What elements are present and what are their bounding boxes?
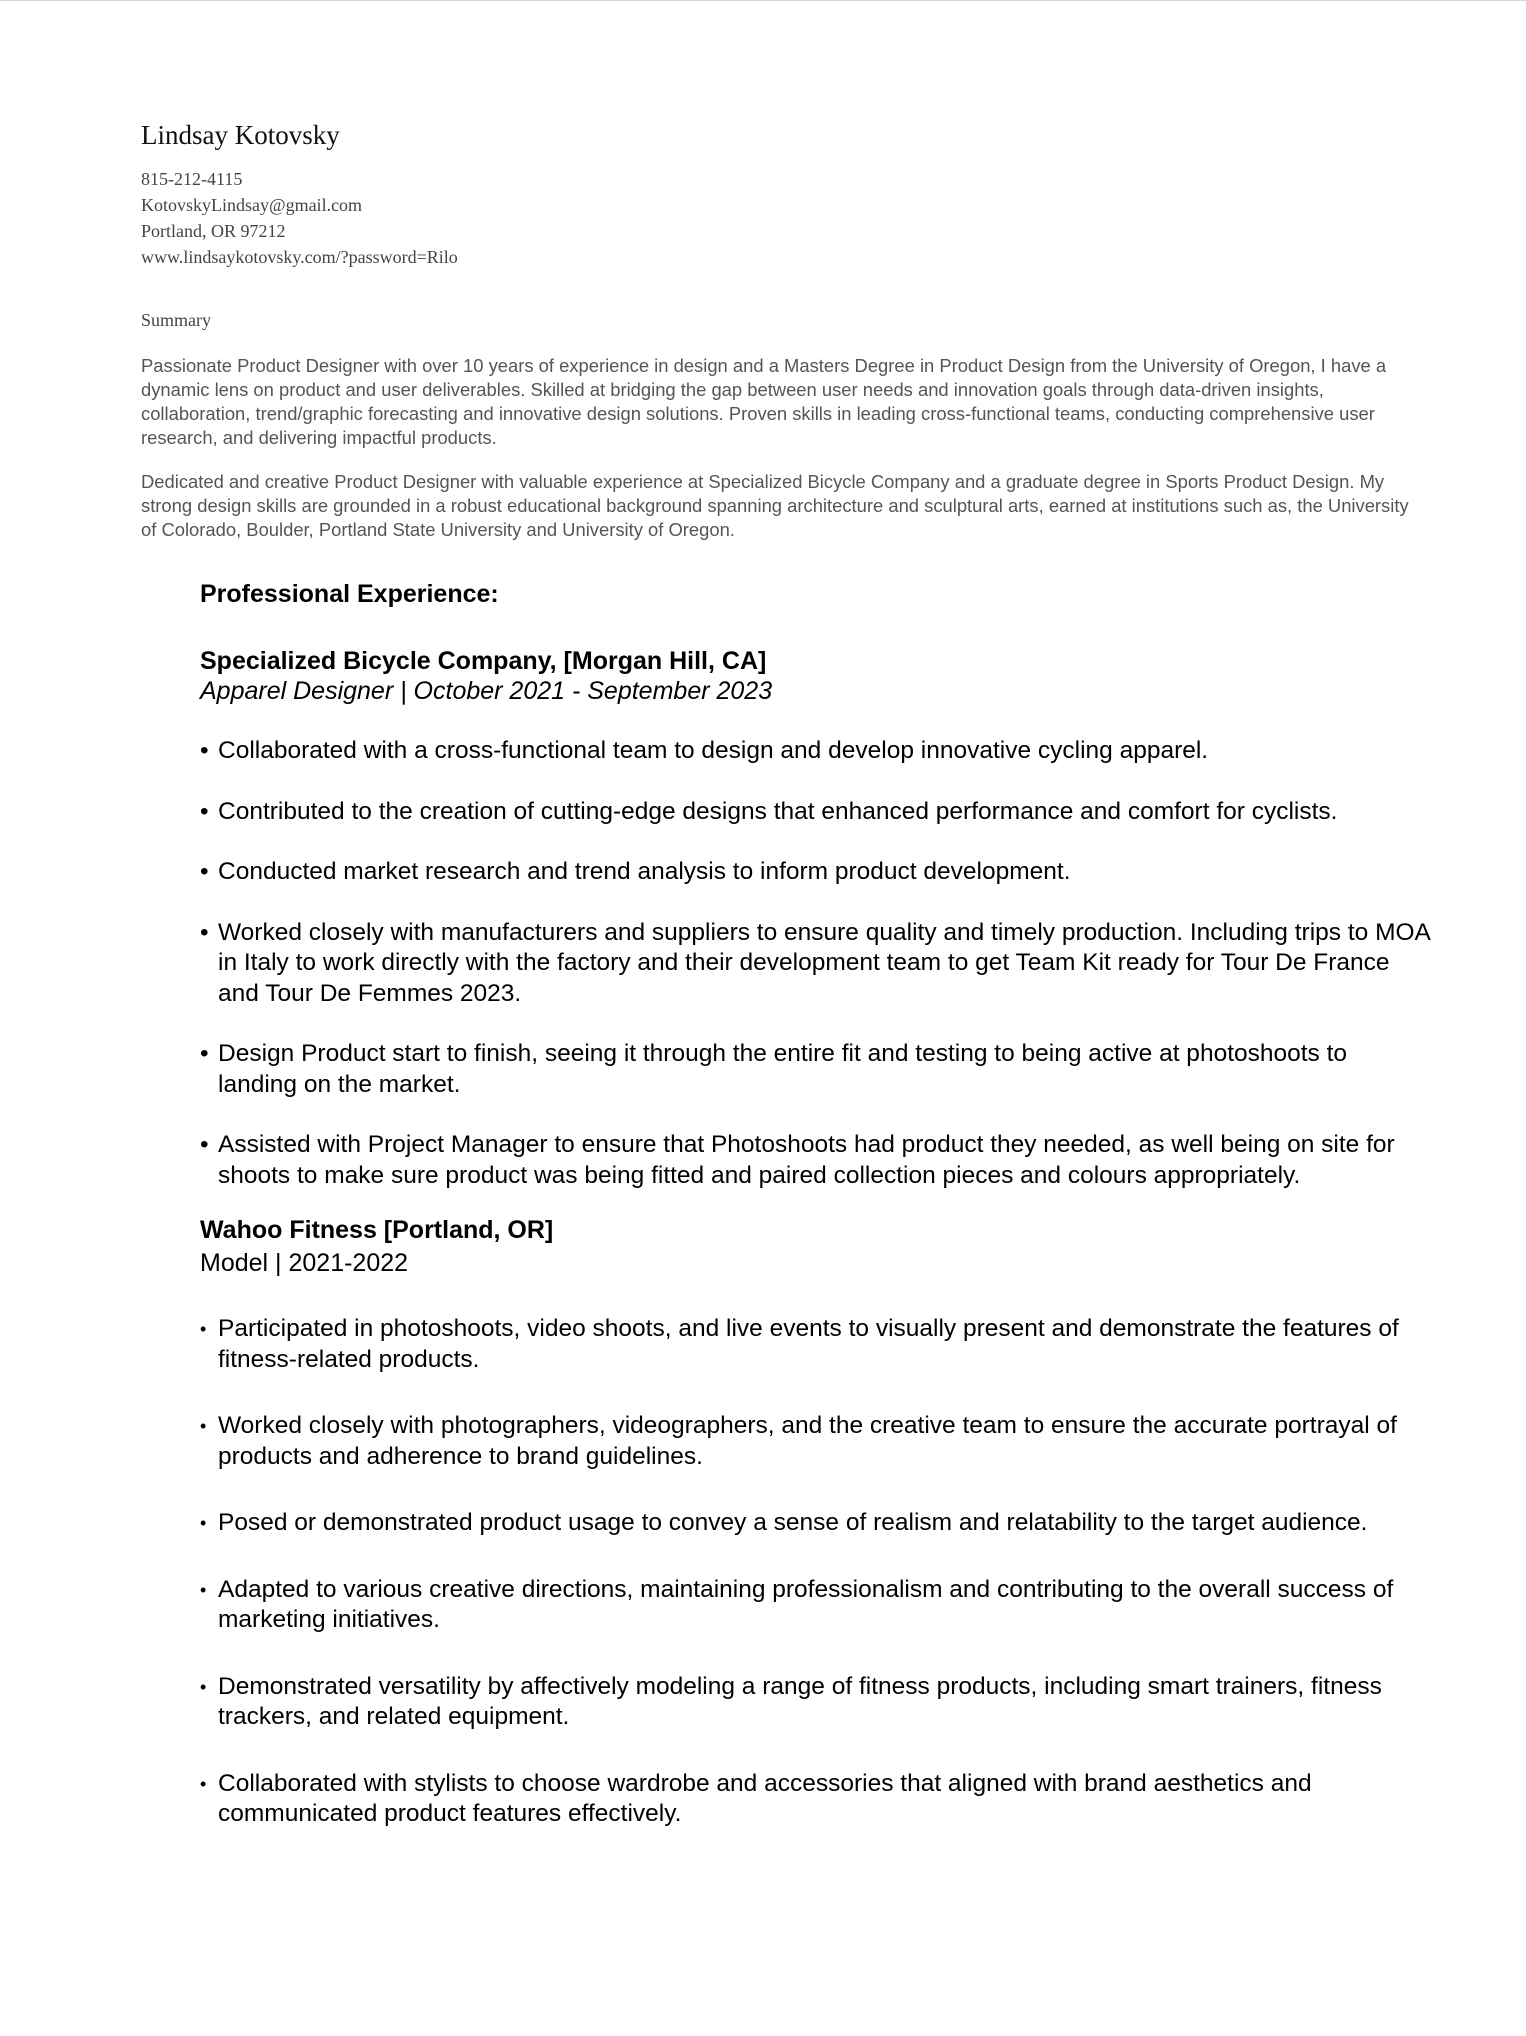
summary-paragraph: Passionate Product Designer with over 10 years of experience in design and a Masters Degree in Product Design from the University of Oregon, I have a dynamic lens on product and user deliverables. Skilled at bridging the gap between user needs and innovation goals through data-driven insights, collaboration, trend/graphic forecasting and innovative design solutions. Proven skills in leading cross-functional teams, conducting comprehensive user research, and delivering impactful products. [141,355,1387,448]
job-bullets [200,1314,1430,1830]
list-item: • Assisted with Project Manager to ensure that Photoshoots had product they needed, as well being on site for shoots to make sure product was being fitted and paired collection pieces and colours appropriately. [200,1130,1430,1191]
job-company: Specialized Bicycle Company, [Morgan Hill, CA] [200,647,767,675]
list-item: • Adapted to various creative directions, maintaining professionalism and contributing to the overall success of marketing initiatives. [200,1575,1430,1636]
job-company: Wahoo Fitness [Portland, OR] [200,1216,554,1244]
contact-email: KotovskyLindsay@gmail.com [141,195,363,215]
contact-website: www.lindsaykotovsky.com/?password=Rilo [141,247,458,267]
list-item: • Worked closely with manufacturers and suppliers to ensure quality and timely production. Including trips to MOA in Italy to work directly with the factory and their development team to get Team Kit ready for Tour De France and Tour De Femmes 2023. [200,918,1430,1010]
candidate-name: Lindsay Kotovsky [141,120,340,150]
page-top-border [0,0,1526,1]
list-item: • Demonstrated versatility by affectively modeling a range of fitness products, including smart trainers, fitness trackers, and related equipment. [200,1672,1430,1733]
resume-header [141,118,1421,562]
list-item: • Contributed to the creation of cutting-edge designs that enhanced performance and comfort for cyclists. [200,797,1430,828]
list-item: • Conducted market research and trend analysis to inform product development. [200,857,1430,888]
list-item: • Worked closely with photographers, videographers, and the creative team to ensure the accurate portrayal of products and adherence to brand guidelines. [200,1411,1430,1472]
list-item: • Posed or demonstrated product usage to convey a sense of realism and relatability to the target audience. [200,1508,1430,1539]
contact-location: Portland, OR 97212 [141,221,286,241]
job-entry [200,1215,1430,1830]
experience-heading: Professional Experience: [200,580,499,608]
job-bullets [200,736,1430,1191]
job-role: Apparel Designer | October 2021 - September 2023 [200,677,773,705]
summary-paragraph: Dedicated and creative Product Designer with valuable experience at Specialized Bicycle Company and a graduate degree in Sports Product Design. My strong design skills are grounded in a robust educational background spanning architecture and sculptural arts, earned at institutions such as, the University of Colorado, Boulder, Portland State University and University of Oregon. [141,471,1409,540]
job-entry [200,646,1430,1191]
list-item: • Participated in photoshoots, video shoots, and live events to visually present and demonstrate the features of fitness-related products. [200,1314,1430,1375]
summary-label: Summary [141,310,211,330]
list-item: • Design Product start to finish, seeing it through the entire fit and testing to being active at photoshoots to landing on the market. [200,1039,1430,1100]
list-item: • Collaborated with stylists to choose wardrobe and accessories that aligned with brand aesthetics and communicated product features effectively. [200,1769,1430,1830]
experience-section [200,574,1430,1866]
contact-phone: 815-212-4115 [141,169,243,189]
list-item: • Collaborated with a cross-functional team to design and develop innovative cycling apparel. [200,736,1430,767]
summary-section [141,354,1421,542]
job-role: Model | 2021-2022 [200,1249,409,1277]
